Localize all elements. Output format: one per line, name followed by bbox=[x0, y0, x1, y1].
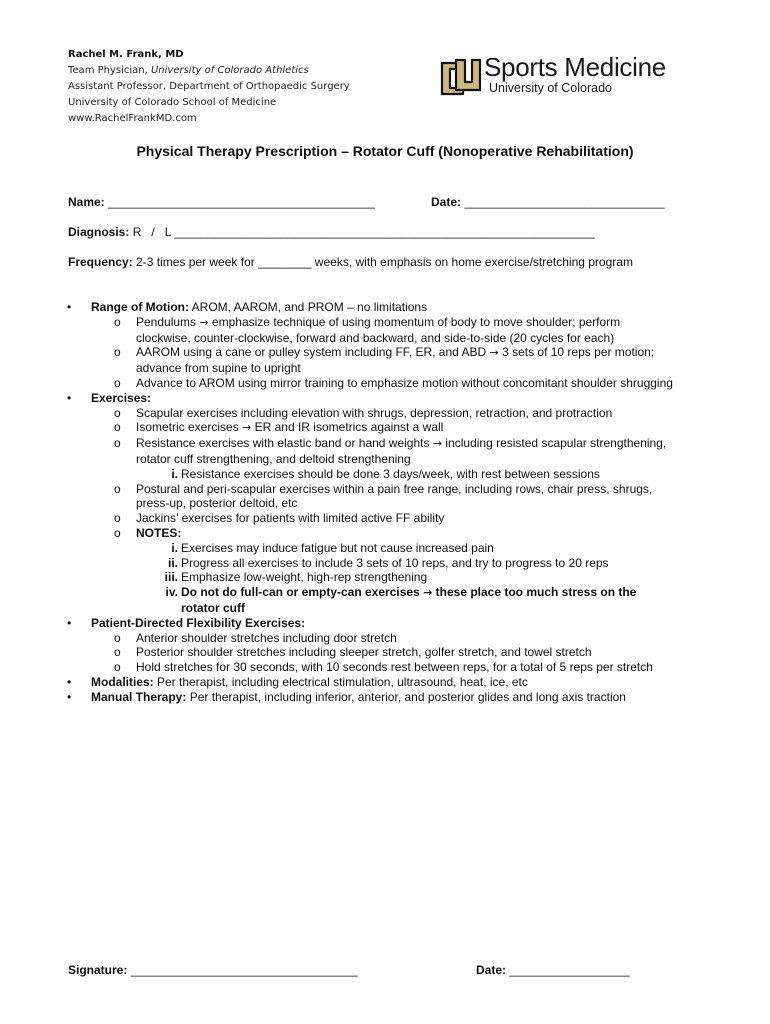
resistance-text: Resistance exercises with elastic band or hand weights bbox=[136, 436, 430, 451]
sub-bullet-icon: o bbox=[114, 511, 121, 526]
pendulums-text: Pendulums bbox=[136, 314, 197, 329]
bullet-icon: • bbox=[67, 674, 72, 689]
list-item-modalities bbox=[68, 675, 718, 690]
arrow-icon: → bbox=[423, 586, 433, 600]
sub-bullet-icon: o bbox=[114, 405, 121, 420]
sub-bullet-icon: o bbox=[114, 481, 121, 496]
modalities-label: Modalities: bbox=[91, 674, 154, 689]
list-item-note-3 bbox=[68, 570, 718, 585]
resistance-detail: including resisted scapular strengthening, bbox=[445, 436, 667, 451]
name-label: Name: bbox=[68, 195, 105, 209]
diagnosis-line: _______________________________________________________________ bbox=[174, 225, 595, 239]
rom-label: Range of Motion: bbox=[91, 300, 189, 314]
isometric-text: Isometric exercises bbox=[136, 420, 239, 435]
resistance-detail-cont: rotator cuff strengthening, and deltoid strengthening bbox=[136, 451, 411, 466]
bullet-icon: • bbox=[67, 390, 72, 405]
sub-bullet-icon: o bbox=[114, 660, 121, 675]
note-4-text: Do not do full-can or empty-can exercises bbox=[181, 585, 420, 600]
modalities-text: Per therapist, including electrical stimulation, ultrasound, heat, ice, etc bbox=[157, 674, 528, 689]
diagnosis-sides: R / L bbox=[132, 225, 171, 239]
list-item-notes bbox=[68, 526, 718, 541]
list-item-scapular bbox=[68, 406, 718, 421]
bullet-icon: • bbox=[67, 615, 72, 630]
scapular-text: Scapular exercises including elevation with shrugs, depression, retraction, and protraction bbox=[136, 405, 613, 420]
notes-label: NOTES: bbox=[136, 525, 182, 540]
sub-bullet-icon: o bbox=[114, 525, 121, 540]
date-label: Date: bbox=[431, 195, 462, 209]
document-title: Physical Therapy Prescription – Rotator Cuff (Nonoperative Rehabilitation) bbox=[136, 143, 634, 159]
sub-bullet-icon: o bbox=[114, 645, 121, 660]
signature-date-field[interactable] bbox=[476, 963, 630, 977]
name-line: ________________________________________ bbox=[108, 195, 375, 209]
list-item-continuation bbox=[68, 331, 718, 346]
list-item-flexibility bbox=[68, 616, 718, 631]
prescription-list bbox=[68, 300, 718, 705]
arrow-icon: → bbox=[242, 421, 252, 435]
date-field[interactable] bbox=[431, 195, 665, 209]
pendulums-detail: emphasize technique of using momentum of body to move shoulder; perform bbox=[211, 314, 621, 329]
sub-bullet-icon: o bbox=[114, 375, 121, 390]
list-item-pendulums bbox=[68, 315, 718, 331]
list-item-rom bbox=[68, 300, 718, 315]
bullet-icon: • bbox=[67, 300, 72, 314]
hold-stretch-text: Hold stretches for 30 seconds, with 10 seconds rest between reps, for a total of 5 reps per stretch bbox=[136, 660, 653, 675]
physician-name: Rachel M. Frank, MD bbox=[68, 49, 184, 60]
resistance-note-text: Resistance exercises should be done 3 days/week, with rest between sessions bbox=[181, 466, 600, 481]
signature-field[interactable] bbox=[68, 963, 358, 977]
frequency-field[interactable] bbox=[68, 255, 633, 269]
signature-label: Signature: bbox=[68, 963, 128, 977]
sports-medicine-logo bbox=[439, 52, 695, 102]
date-line: ______________________________ bbox=[464, 195, 665, 209]
exercises-label: Exercises: bbox=[91, 390, 152, 405]
diagnosis-label: Diagnosis: bbox=[68, 225, 130, 239]
jackins-text: Jackins’ exercises for patients with limited active FF ability bbox=[136, 511, 445, 526]
list-item-resistance-note bbox=[68, 467, 718, 482]
list-item-isometric bbox=[68, 420, 718, 436]
bullet-icon: • bbox=[67, 689, 72, 704]
list-item-continuation bbox=[68, 601, 718, 616]
numeral-marker: ii. bbox=[167, 555, 178, 570]
school-name: University of Colorado School of Medicine bbox=[68, 97, 277, 108]
name-field[interactable] bbox=[68, 195, 375, 209]
list-item-hold-stretch bbox=[68, 660, 718, 675]
sub-bullet-icon: o bbox=[114, 314, 121, 329]
aarom-detail-cont: advance from supine to upright bbox=[136, 361, 301, 376]
posterior-stretch-text: Posterior shoulder stretches including sleeper stretch, golfer stretch, and towel stretch bbox=[136, 645, 592, 660]
flexibility-label: Patient-Directed Flexibility Exercises: bbox=[91, 615, 306, 630]
list-item-jackins bbox=[68, 511, 718, 526]
list-item-anterior-stretch bbox=[68, 631, 718, 646]
logo-title: Sports Medicine bbox=[484, 52, 666, 82]
postural-text-cont: press-up, posterior deltoid, etc bbox=[136, 496, 298, 511]
list-item-posterior-stretch bbox=[68, 645, 718, 660]
list-item-continuation bbox=[68, 496, 718, 511]
frequency-text: 2-3 times per week for ________ weeks, with emphasis on home exercise/stretching program bbox=[136, 255, 633, 269]
numeral-marker: iii. bbox=[164, 570, 178, 585]
list-item-continuation bbox=[68, 361, 718, 376]
team-physician-line bbox=[68, 63, 350, 79]
numeral-marker: i. bbox=[171, 540, 178, 555]
note-4-detail-cont: rotator cuff bbox=[181, 600, 245, 615]
list-item-resistance bbox=[68, 436, 718, 452]
list-item-note-1 bbox=[68, 541, 718, 556]
manual-therapy-label: Manual Therapy: bbox=[91, 689, 187, 704]
postural-text: Postural and peri-scapular exercises within a pain free range, including rows, chair press, shrugs, bbox=[136, 481, 653, 496]
sub-bullet-icon: o bbox=[114, 630, 121, 645]
logo-subtitle: University of Colorado bbox=[489, 81, 612, 95]
academic-title: Assistant Professor, Department of Orthopaedic Surgery bbox=[68, 81, 350, 92]
isometric-detail: ER and IR isometrics against a wall bbox=[254, 420, 444, 435]
arrow-icon: → bbox=[432, 437, 443, 451]
frequency-label: Frequency: bbox=[68, 255, 133, 269]
anterior-stretch-text: Anterior shoulder stretches including door stretch bbox=[136, 630, 397, 645]
aarom-text: AAROM using a cane or pulley system including FF, ER, and ABD bbox=[136, 345, 487, 360]
numeral-marker: iv. bbox=[165, 585, 178, 600]
signature-line: __________________________________ bbox=[130, 963, 358, 977]
note-2-text: Progress all exercises to include 3 sets of 10 reps, and try to progress to 20 reps bbox=[181, 555, 609, 570]
rom-text: AROM, AAROM, and PROM – no limitations bbox=[191, 300, 428, 314]
numeral-marker: i. bbox=[171, 466, 178, 481]
physician-header bbox=[68, 47, 350, 127]
list-item-continuation bbox=[68, 452, 718, 467]
note-4-detail: these place too much stress on the bbox=[435, 585, 637, 600]
list-item-arom bbox=[68, 376, 718, 391]
arrow-icon: → bbox=[199, 315, 209, 329]
sub-bullet-icon: o bbox=[114, 420, 121, 435]
website: www.RachelFrankMD.com bbox=[68, 113, 197, 124]
aarom-detail: 3 sets of 10 reps per motion; bbox=[502, 345, 655, 360]
team-physician-org: University of Colorado Athletics bbox=[150, 65, 309, 76]
note-1-text: Exercises may induce fatigue but not cause increased pain bbox=[181, 540, 494, 555]
list-item-aarom bbox=[68, 345, 718, 361]
arrow-icon: → bbox=[489, 346, 499, 360]
pendulums-detail-cont: clockwise, counter-clockwise, forward and backward, and side-to-side (20 cycles for each) bbox=[136, 330, 615, 345]
note-3-text: Emphasize low-weight, high-rep strengthening bbox=[181, 570, 428, 585]
sub-bullet-icon: o bbox=[114, 436, 121, 451]
signature-date-line: __________________ bbox=[509, 963, 630, 977]
manual-therapy-text: Per therapist, including inferior, anterior, and posterior glides and long axis traction bbox=[189, 689, 626, 704]
list-item-manual-therapy bbox=[68, 690, 718, 705]
list-item-note-2 bbox=[68, 556, 718, 571]
sub-bullet-icon: o bbox=[114, 345, 121, 360]
signature-date-label: Date: bbox=[476, 963, 507, 977]
list-item-exercises bbox=[68, 391, 718, 406]
team-physician-prefix: Team Physician, bbox=[68, 65, 151, 76]
list-item-postural bbox=[68, 482, 718, 497]
cu-logo-icon bbox=[439, 56, 481, 98]
list-item-note-4 bbox=[68, 585, 718, 601]
arom-text: Advance to AROM using mirror training to emphasize motion without concomitant shoulder shrugging bbox=[136, 375, 673, 390]
diagnosis-field[interactable] bbox=[68, 225, 595, 239]
